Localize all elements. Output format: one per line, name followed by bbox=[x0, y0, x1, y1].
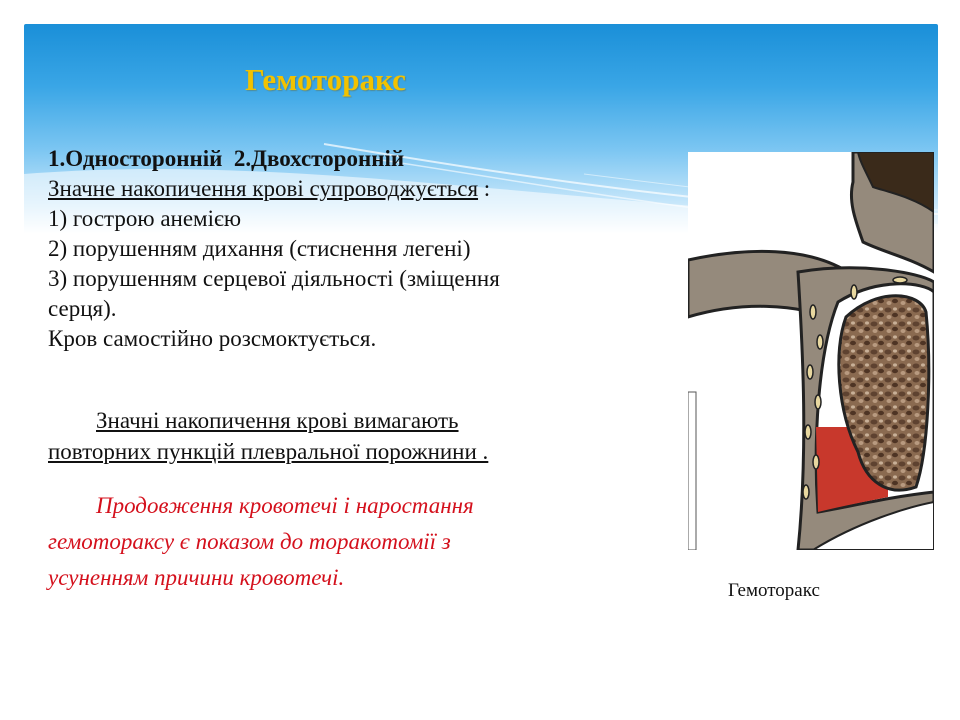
figure-caption: Гемоторакс bbox=[728, 580, 820, 601]
effect-3-cont: серця). bbox=[48, 296, 117, 321]
main-text bbox=[48, 144, 648, 354]
paragraph3-line-2: гемотораксу є показом до торакотомії з bbox=[48, 529, 451, 554]
intro-line bbox=[48, 174, 648, 204]
paragraph3-line-1: Продовження кровотечі і наростання bbox=[96, 493, 474, 518]
effect-1: 1) гострою анемією bbox=[48, 206, 242, 231]
paragraph2-line-2: повторних пункцій плевральної порожнини . bbox=[48, 439, 489, 464]
paragraph2-line-1: Значні накопичення крові вимагають bbox=[96, 408, 459, 433]
effect-2: 2) порушенням дихання (стиснення легені) bbox=[48, 236, 471, 261]
types-line bbox=[48, 144, 648, 174]
hemothorax-illustration bbox=[688, 152, 934, 550]
type-unilateral: 1.Односторонній bbox=[48, 146, 223, 171]
paragraph3-line-3: усуненням причини кровотечі. bbox=[48, 565, 345, 590]
hemothorax-drawing bbox=[688, 152, 934, 550]
effect-3: 3) порушенням серцевої діяльності (зміщення bbox=[48, 266, 500, 291]
intro-underlined: Значне накопичення крові супроводжується bbox=[48, 176, 479, 201]
slide-title: Гемоторакс bbox=[245, 62, 406, 97]
intro-suffix: : bbox=[478, 176, 491, 201]
paragraph-punctures bbox=[48, 405, 648, 467]
resorb-line: Кров самостійно розсмоктується. bbox=[48, 326, 377, 351]
type-bilateral: 2.Двохсторонній bbox=[233, 146, 405, 171]
paragraph-thoracotomy bbox=[48, 488, 648, 596]
